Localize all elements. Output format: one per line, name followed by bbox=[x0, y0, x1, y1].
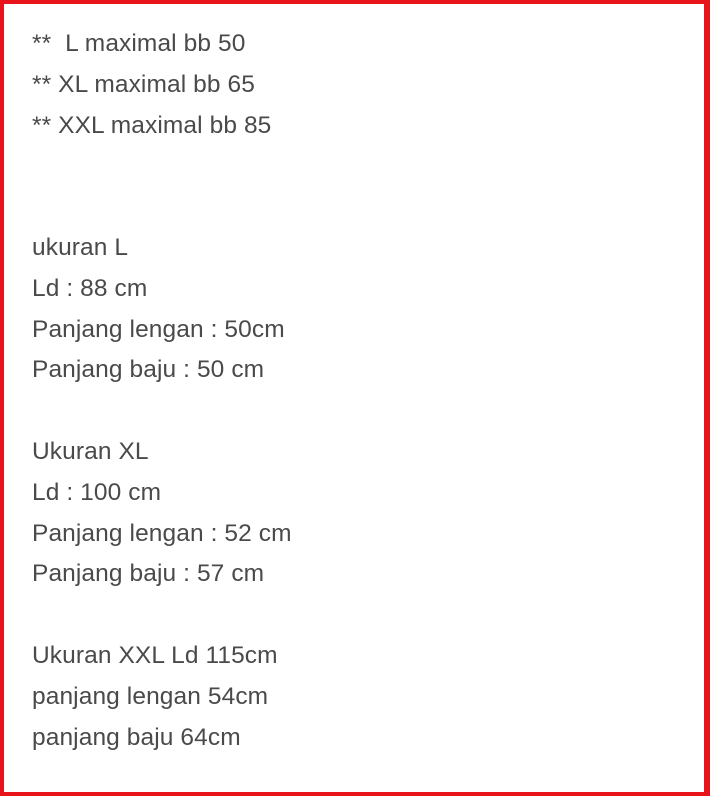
size-l-chest: Ld : 88 cm bbox=[32, 274, 148, 302]
size-l-length: Panjang baju : 50 cm bbox=[32, 356, 265, 384]
size-xxl-length: panjang baju 64cm bbox=[32, 723, 241, 751]
size-xl-heading: Ukuran XL bbox=[32, 437, 149, 465]
size-l-section bbox=[32, 228, 292, 391]
spacer bbox=[32, 391, 292, 432]
weight-notes bbox=[32, 24, 292, 146]
size-xl-sleeve: Panjang lengan : 52 cm bbox=[32, 519, 292, 547]
size-l-heading: ukuran L bbox=[32, 233, 129, 261]
note-xxl: ** XXL maximal bb 85 bbox=[32, 111, 272, 139]
note-xl: ** XL maximal bb 65 bbox=[32, 70, 255, 98]
spacer bbox=[32, 595, 292, 636]
size-xl-chest: Ld : 100 cm bbox=[32, 478, 162, 506]
size-l-sleeve: Panjang lengan : 50cm bbox=[32, 315, 285, 343]
spacer bbox=[32, 146, 292, 228]
size-xxl-sleeve: panjang lengan 54cm bbox=[32, 682, 269, 710]
size-chart-text bbox=[32, 24, 292, 758]
size-xxl-section bbox=[32, 636, 292, 758]
size-xxl-heading: Ukuran XXL Ld 115cm bbox=[32, 641, 278, 669]
size-xl-length: Panjang baju : 57 cm bbox=[32, 560, 265, 588]
note-l: ** L maximal bb 50 bbox=[32, 30, 246, 57]
size-xl-section bbox=[32, 432, 292, 595]
